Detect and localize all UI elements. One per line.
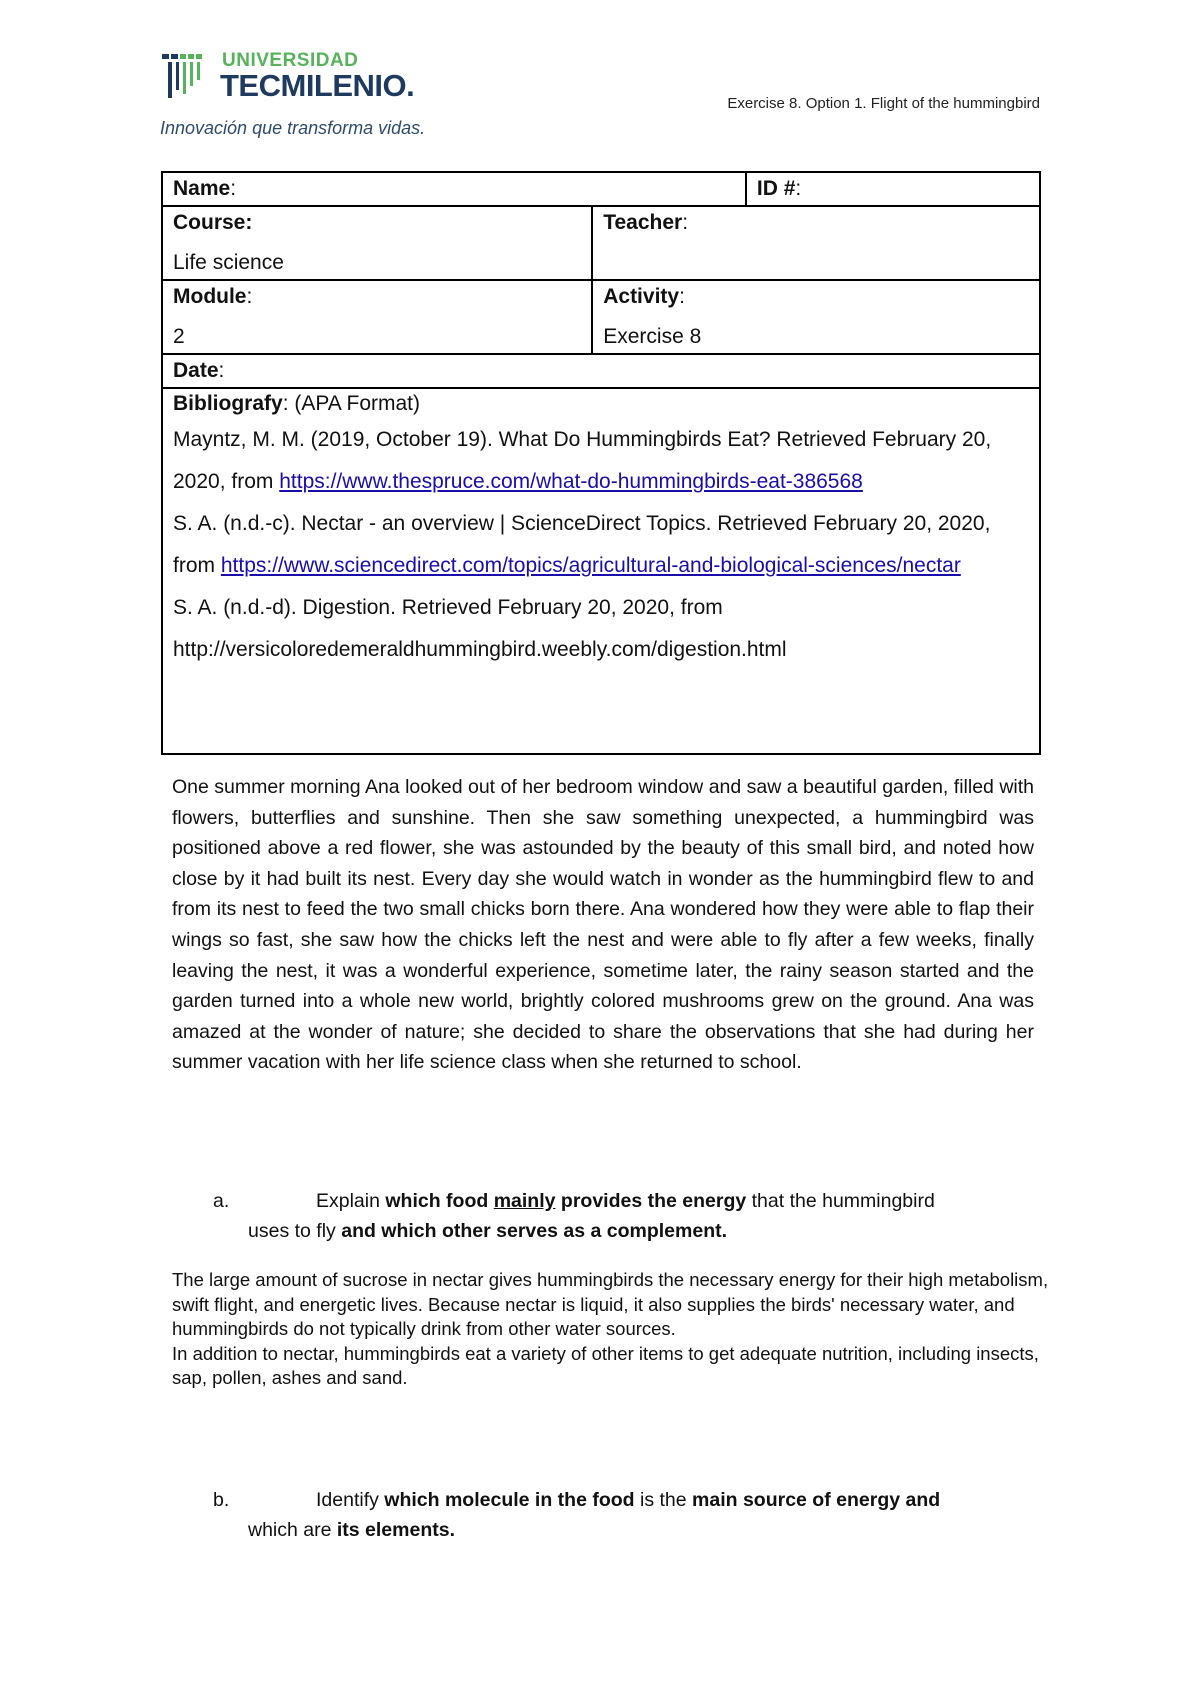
logo-university-text: UNIVERSIDAD xyxy=(222,50,359,71)
story-paragraph: One summer morning Ana looked out of her bedroom window and saw a beautiful garden, filled with flowers, butterflies and sunshine. Then she saw something unexpected, a hummingbird was positioned above a red flower, she was astounded by the beauty of this small bird, and noted how close by it had built its nest. Every day she would watch in wonder as the hummingbird flew to and from its nest to feed the two small chicks born there. Ana wondered how they were able to flap their wings so fast, she saw how the chicks left the nest and were able to fly after a few weeks, finally leaving the nest, it was a wonderful experience, sometime later, the rainy season started and the garden turned into a whole new world, brightly colored mushrooms grew on the ground. Ana was amazed at the wonder of nature; she decided to share the observations that she had during her summer vacation with her life science class when she returned to school. xyxy=(172,776,1034,1074)
activity-label: Activity xyxy=(603,285,680,308)
module-cell[interactable]: Module: 2 xyxy=(162,280,592,354)
name-row xyxy=(162,172,1040,206)
reference-2: S. A. (n.d.-c). Nectar - an overview | ScienceDirect Topics. Retrieved February 20, 2020, from https://www.sciencedirect.com/topics/agricultural-and-biological-sciences/nectar xyxy=(173,512,991,577)
question-b-letter: b. xyxy=(213,1489,230,1511)
logo-tecmilenio-text: TECMILENIO. xyxy=(220,68,415,103)
module-row xyxy=(162,280,1040,354)
teacher-label: Teacher xyxy=(603,211,683,234)
question-a-letter: a. xyxy=(213,1190,230,1212)
date-label: Date xyxy=(173,359,219,382)
student-info-table xyxy=(161,171,1041,755)
tecmilenio-logo-icon xyxy=(160,52,208,102)
exercise-title: Exercise 8. Option 1. Flight of the hummingbird xyxy=(727,95,1040,112)
name-label: Name xyxy=(173,177,231,200)
activity-cell[interactable]: Activity: Exercise 8 xyxy=(592,280,1040,354)
teacher-cell[interactable]: Teacher: xyxy=(592,206,1040,280)
id-cell[interactable]: ID #: xyxy=(746,172,1040,206)
answer-a-paragraph-2: In addition to nectar, hummingbirds eat a variety of other items to get adequate nutrition, including insects, sap, pollen, ashes and sand. xyxy=(172,1342,1039,1389)
answer-a-paragraph-1: The large amount of sucrose in nectar gives hummingbirds the necessary energy for their high metabolism, swift flight, and energetic lives. Because nectar is liquid, it also supplies the birds' necessary water, and hummingbirds do not typically drink from other water sources. xyxy=(172,1269,1049,1340)
question-b: b. Identify which molecule in the food is the main source of energy and which are its elements. xyxy=(213,1485,1043,1545)
module-label: Module xyxy=(173,285,247,308)
reference-2-link[interactable]: https://www.sciencedirect.com/topics/agricultural-and-biological-sciences/nectar xyxy=(220,554,961,577)
name-cell[interactable]: Name: xyxy=(162,172,746,206)
reference-1: Mayntz, M. M. (2019, October 19). What Do Hummingbirds Eat? Retrieved February 20, 2020, from https://www.thespruce.com/what-do-hummingbirds-eat-386568 xyxy=(173,428,992,493)
bibliography-format: : (APA Format) xyxy=(282,392,420,415)
date-row xyxy=(162,354,1040,388)
bibliography-cell xyxy=(162,388,1040,754)
id-label: ID # xyxy=(756,177,796,200)
course-value: Life science xyxy=(173,251,284,274)
reference-1-link[interactable]: https://www.thespruce.com/what-do-hummingbirds-eat-386568 xyxy=(279,470,863,493)
bibliography-row xyxy=(162,388,1040,754)
bibliography-label: Bibliografy xyxy=(173,392,283,415)
module-value: 2 xyxy=(173,325,185,348)
course-row xyxy=(162,206,1040,280)
logo-slogan: Innovación que transforma vidas. xyxy=(160,118,426,138)
reference-3: S. A. (n.d.-d). Digestion. Retrieved February 20, 2020, from http://versicoloredemeraldhummingbird.weebly.com/digestion.html xyxy=(173,596,787,661)
university-logo xyxy=(160,50,430,145)
course-label: Course: xyxy=(173,211,253,234)
course-cell[interactable] xyxy=(162,206,592,280)
activity-value: Exercise 8 xyxy=(603,325,702,348)
question-a: a. Explain which food mainly provides the energy that the hummingbird uses to fly and which other serves as a complement. xyxy=(213,1186,1043,1246)
date-cell[interactable]: Date: xyxy=(162,354,1040,388)
answer-a xyxy=(172,1268,1052,1391)
